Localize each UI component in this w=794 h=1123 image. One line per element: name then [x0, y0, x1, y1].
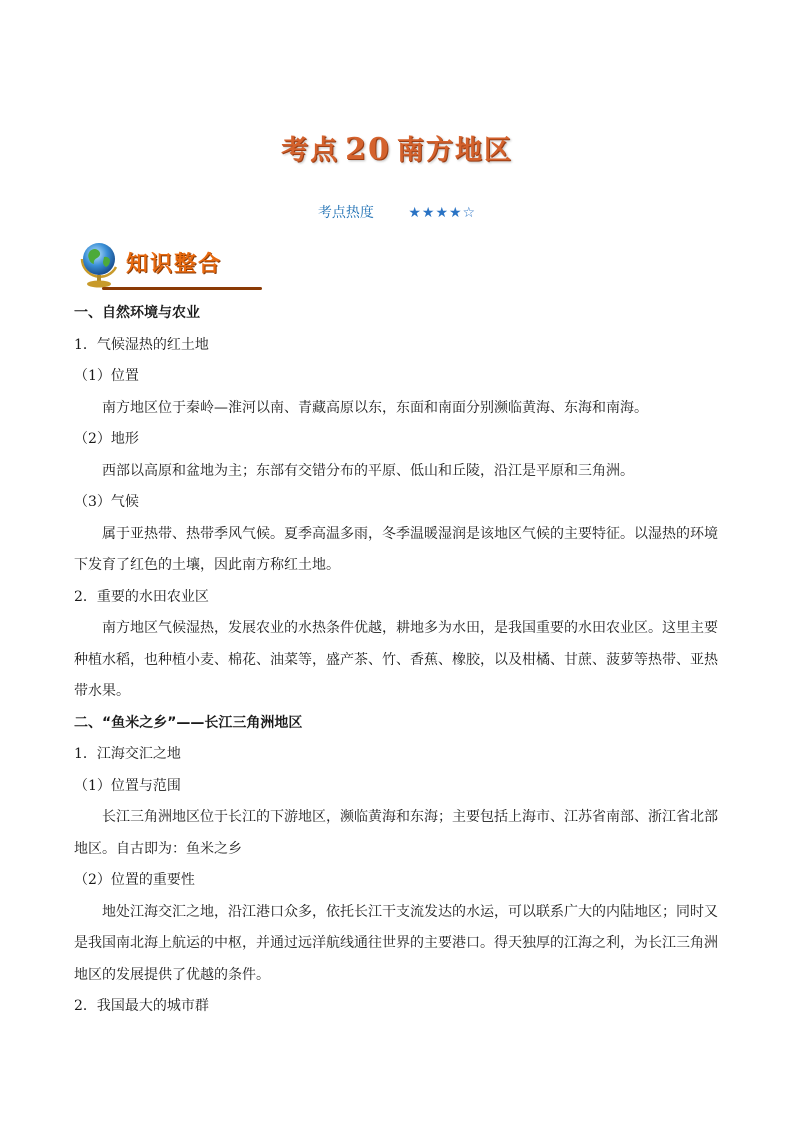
subheading: 1．气候湿热的红土地: [74, 336, 209, 353]
title-suffix: 南方地区: [396, 135, 513, 166]
subheading: （2）位置的重要性: [74, 872, 195, 888]
banner-label: 知识整合: [126, 251, 223, 277]
subheading: （3）气候: [74, 494, 139, 510]
body-paragraph: 南方地区位于秦岭—淮河以南、青藏高原以东，东面和南面分别濒临黄海、东海和南海。: [102, 399, 648, 416]
section-heading: 一、自然环境与农业: [74, 305, 200, 321]
banner-underline: [102, 287, 262, 290]
title-number: 20: [345, 132, 391, 167]
topic-heat: [0, 202, 794, 222]
page-title: [0, 128, 794, 167]
globe-icon: [76, 237, 122, 289]
subheading: （2）地形: [74, 431, 139, 447]
subheading: 1．江海交汇之地: [74, 746, 181, 762]
heat-label: 考点热度: [317, 205, 374, 221]
body-paragraph: 地处江海交汇之地，沿江港口众多，依托长江干支流发达的水运，可以联系广大的内陆地区；同时又是我国南北海上航运的中枢，并通过远洋航线通往世界的主要港口。得天独厚的江海之利，为长江三角洲地区的发展提供了优越的条件。: [74, 903, 718, 983]
subheading: 2．重要的水田农业区: [74, 588, 209, 605]
body-paragraph: 属于亚热带、热带季风气候。夏季高温多雨，冬季温暖湿润是该地区气候的主要特征。以湿热的环境下发育了红色的土壤，因此南方称红土地。: [74, 525, 718, 573]
body-paragraph: 长江三角洲地区位于长江的下游地区，濒临黄海和东海；主要包括上海市、江苏省南部、浙江省北部地区。自古即为：鱼米之乡: [74, 809, 718, 857]
subheading: （1）位置: [74, 368, 139, 384]
title-prefix: 考点: [281, 135, 340, 166]
body-paragraph: 南方地区气候湿热，发展农业的水热条件优越，耕地多为水田，是我国重要的水田农业区。这里主要种植水稻，也种植小麦、棉花、油菜等，盛产茶、竹、香蕉、橡胶，以及柑橘、甘蔗、菠萝等热带、亚热带水果。: [74, 620, 718, 699]
body-content: [74, 298, 724, 1023]
body-paragraph: 西部以高原和盆地为主；东部有交错分布的平原、低山和丘陵，沿江是平原和三角洲。: [102, 462, 634, 479]
section-heading: 二、“鱼米之乡”——长江三角洲地区: [74, 714, 303, 731]
heat-stars: ★★★★☆: [408, 205, 477, 221]
subheading: 2．我国最大的城市群: [74, 998, 209, 1014]
section-banner: [72, 235, 264, 291]
subheading: （1）位置与范围: [74, 777, 181, 794]
